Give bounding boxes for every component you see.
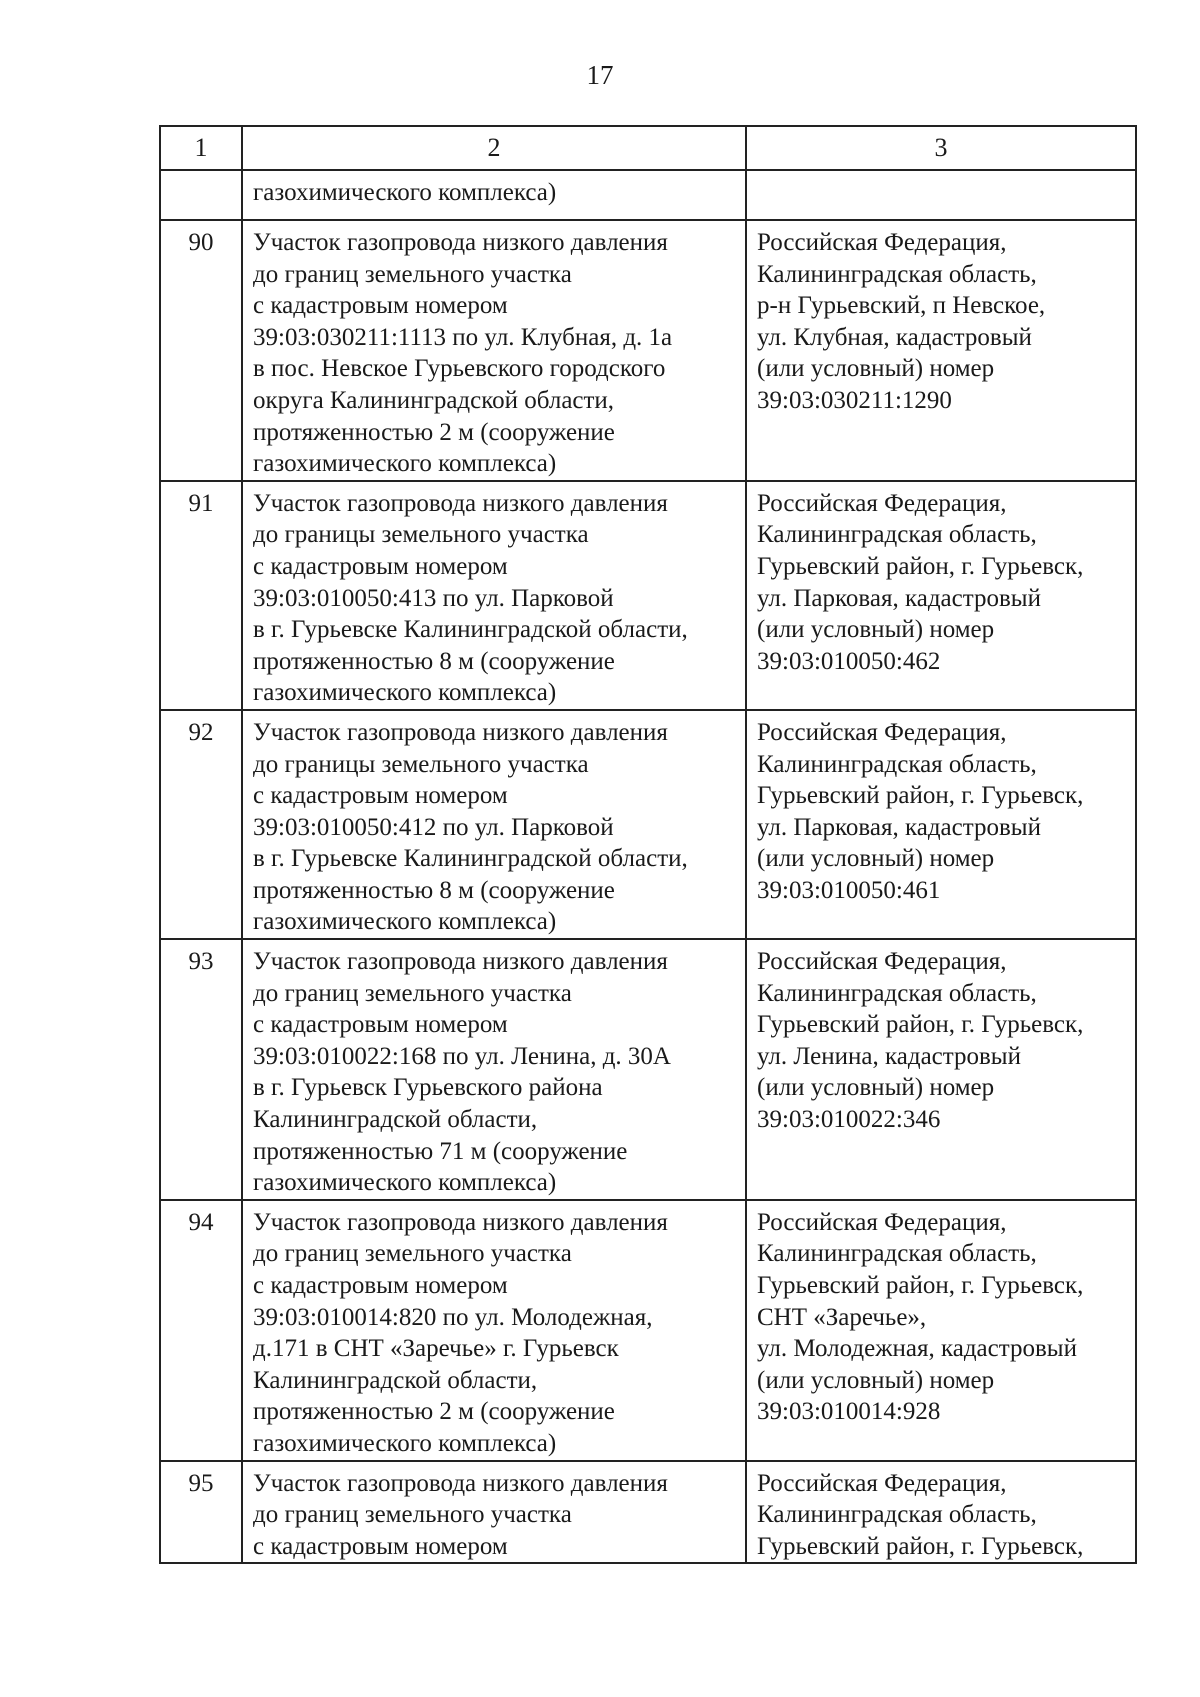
description-line: 39:03:010022:168 по ул. Ленина, д. 30А bbox=[253, 1042, 671, 1070]
address-line: Калининградская область, bbox=[757, 750, 1037, 778]
address-line: 39:03:010022:346 bbox=[757, 1106, 941, 1134]
address-line: ул. Парковая, кадастровый bbox=[757, 584, 1041, 612]
row-description bbox=[242, 1200, 746, 1461]
header-col-3: 3 bbox=[746, 126, 1136, 170]
description-line: газохимического комплекса) bbox=[253, 908, 557, 936]
address-line: Российская Федерация, bbox=[757, 229, 1007, 256]
row-number: 93 bbox=[160, 939, 242, 1200]
description-line: до границ земельного участка bbox=[253, 1501, 572, 1529]
description-line: Участок газопровода низкого давления bbox=[253, 718, 668, 746]
description-line: с кадастровым номером bbox=[253, 1011, 508, 1039]
description-line: Участок газопровода низкого давления bbox=[253, 1469, 668, 1497]
address-line: Гурьевский район, г. Гурьевск, bbox=[757, 1532, 1084, 1560]
description-line: 39:03:030211:1113 по ул. Клубная, д. 1а bbox=[253, 323, 673, 351]
row-description bbox=[242, 1461, 746, 1564]
description-line: газохимического комплекса) bbox=[253, 1429, 557, 1457]
address-line: ул. Ленина, кадастровый bbox=[757, 1042, 1021, 1070]
row-address bbox=[746, 1461, 1136, 1564]
description-line: до границы земельного участка bbox=[253, 521, 589, 549]
address-line: (или условный) номер bbox=[757, 616, 995, 644]
description-line: в г. Гурьевск Гурьевского района bbox=[253, 1074, 603, 1102]
row-address bbox=[746, 170, 1136, 220]
row-number: 90 bbox=[160, 220, 242, 481]
table-row bbox=[160, 1461, 1136, 1564]
address-line: Калининградская область, bbox=[757, 1501, 1037, 1529]
address-line: СНТ «Заречье», bbox=[757, 1303, 927, 1331]
description-line: газохимического комплекса) bbox=[253, 450, 557, 478]
description-line: до границ земельного участка bbox=[253, 260, 572, 288]
address-line: Калининградская область, bbox=[757, 260, 1037, 288]
description-line: округа Калининградской области, bbox=[253, 386, 615, 414]
description-line: Участок газопровода низкого давления bbox=[253, 948, 668, 976]
description-line: 39:03:010050:412 по ул. Парковой bbox=[253, 813, 614, 841]
description-line: газохимического комплекса) bbox=[253, 179, 557, 206]
description-line: до границ земельного участка bbox=[253, 1240, 572, 1268]
address-line: ул. Парковая, кадастровый bbox=[757, 813, 1041, 841]
table-row bbox=[160, 710, 1136, 939]
address-line: 39:03:010014:928 bbox=[757, 1398, 941, 1426]
description-line: 39:03:010050:413 по ул. Парковой bbox=[253, 584, 614, 612]
row-description bbox=[242, 710, 746, 939]
description-line: Участок газопровода низкого давления bbox=[253, 229, 668, 256]
row-address bbox=[746, 1200, 1136, 1461]
description-line: с кадастровым номером bbox=[253, 1272, 508, 1299]
description-line: протяженностью 2 м (сооружение bbox=[253, 418, 615, 446]
row-number: 95 bbox=[160, 1461, 242, 1564]
description-line: в г. Гурьевске Калининградской области, bbox=[253, 845, 688, 873]
header-col-1: 1 bbox=[160, 126, 242, 170]
table-row bbox=[160, 1200, 1136, 1461]
description-line: протяженностью 8 м (сооружение bbox=[253, 876, 615, 904]
address-line: р-н Гурьевский, п Невское, bbox=[757, 292, 1046, 320]
description-line: Калининградской области, bbox=[253, 1366, 538, 1394]
description-line: до границ земельного участка bbox=[253, 979, 572, 1007]
address-line: (или условный) номер bbox=[757, 355, 995, 383]
address-line: ул. Молодежная, кадастровый bbox=[757, 1335, 1077, 1363]
description-line: Калининградской области, bbox=[253, 1106, 538, 1134]
row-number: 92 bbox=[160, 710, 242, 939]
address-line: Российская Федерация, bbox=[757, 718, 1007, 746]
table-header-row bbox=[160, 126, 1136, 170]
description-line: протяженностью 2 м (сооружение bbox=[253, 1398, 615, 1426]
row-address bbox=[746, 220, 1136, 481]
description-line: с кадастровым номером bbox=[253, 552, 508, 580]
address-line: Российская Федерация, bbox=[757, 489, 1007, 517]
address-line: Гурьевский район, г. Гурьевск, bbox=[757, 552, 1084, 580]
address-line: Российская Федерация, bbox=[757, 1469, 1007, 1497]
description-line: д.171 в СНТ «Заречье» г. Гурьевск bbox=[253, 1335, 619, 1363]
property-table bbox=[159, 125, 1137, 1564]
table-row bbox=[160, 481, 1136, 710]
address-line: Калининградская область, bbox=[757, 979, 1037, 1007]
address-line: (или условный) номер bbox=[757, 1074, 995, 1102]
row-description bbox=[242, 481, 746, 710]
address-line: 39:03:010050:462 bbox=[757, 647, 941, 675]
description-line: с кадастровым номером bbox=[253, 782, 508, 810]
table-row bbox=[160, 939, 1136, 1200]
address-line: Калининградская область, bbox=[757, 1240, 1037, 1268]
table-row bbox=[160, 220, 1136, 481]
address-line: (или условный) номер bbox=[757, 845, 995, 873]
address-line: 39:03:010050:461 bbox=[757, 876, 941, 904]
table-row bbox=[160, 170, 1136, 220]
description-line: до границы земельного участка bbox=[253, 750, 589, 778]
address-line: Калининградская область, bbox=[757, 521, 1037, 549]
description-line: с кадастровым номером bbox=[253, 1532, 508, 1560]
description-line: Участок газопровода низкого давления bbox=[253, 489, 668, 517]
description-line: газохимического комплекса) bbox=[253, 1169, 557, 1197]
description-line: с кадастровым номером bbox=[253, 292, 508, 320]
description-line: газохимического комплекса) bbox=[253, 679, 557, 707]
address-line: Гурьевский район, г. Гурьевск, bbox=[757, 1272, 1084, 1299]
description-line: протяженностью 71 м (сооружение bbox=[253, 1137, 628, 1165]
address-line: Гурьевский район, г. Гурьевск, bbox=[757, 782, 1084, 810]
address-line: 39:03:030211:1290 bbox=[757, 386, 952, 414]
row-address bbox=[746, 939, 1136, 1200]
description-line: в г. Гурьевске Калининградской области, bbox=[253, 616, 688, 644]
header-col-2: 2 bbox=[242, 126, 746, 170]
row-number: 91 bbox=[160, 481, 242, 710]
row-number: 94 bbox=[160, 1200, 242, 1461]
page-number: 17 bbox=[586, 60, 614, 90]
address-line: Гурьевский район, г. Гурьевск, bbox=[757, 1011, 1084, 1039]
address-line: Российская Федерация, bbox=[757, 948, 1007, 976]
description-line: Участок газопровода низкого давления bbox=[253, 1208, 668, 1236]
row-address bbox=[746, 481, 1136, 710]
row-description bbox=[242, 220, 746, 481]
description-line: протяженностью 8 м (сооружение bbox=[253, 647, 615, 675]
description-line: в пос. Невское Гурьевского городского bbox=[253, 355, 666, 383]
description-line: 39:03:010014:820 по ул. Молодежная, bbox=[253, 1303, 653, 1331]
row-address bbox=[746, 710, 1136, 939]
address-line: Российская Федерация, bbox=[757, 1208, 1007, 1236]
row-number bbox=[160, 170, 242, 220]
address-line: ул. Клубная, кадастровый bbox=[757, 323, 1032, 351]
row-description bbox=[242, 939, 746, 1200]
row-description bbox=[242, 170, 746, 220]
address-line: (или условный) номер bbox=[757, 1366, 995, 1394]
